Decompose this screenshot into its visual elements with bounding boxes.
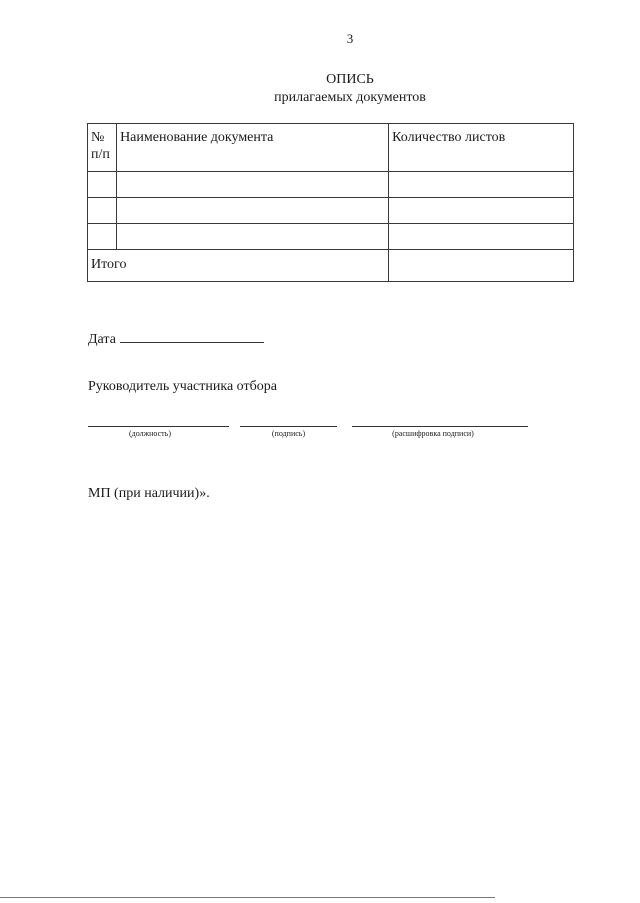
date-line [88,329,264,348]
header-number [88,124,117,172]
document-title: ОПИСЬ [326,72,374,87]
signature-caption: (подпись) [271,429,306,438]
table-row [88,198,574,224]
stamp-note: МП (при наличии)». [88,486,210,501]
page-number: 3 [346,31,354,46]
row-number-cell [88,224,117,250]
date-label: Дата [88,332,116,347]
total-value [389,250,574,282]
header-document-name: Наименование документа [117,124,389,172]
row-name-cell [117,172,389,198]
table-row [88,224,574,250]
header-number-line2: п/п [91,147,110,162]
signatory-label: Руководитель участника отбора [88,379,277,394]
row-count-cell [389,198,574,224]
date-underline [120,329,264,343]
table-header-row [88,124,574,172]
signature-line [240,426,337,427]
header-number-line1: № [91,130,105,145]
position-signature-line [88,426,229,427]
total-label: Итого [88,250,389,282]
row-name-cell [117,224,389,250]
decoding-signature-line [352,426,528,427]
table-total-row [88,250,574,282]
table-row [88,172,574,198]
bottom-rule [0,897,495,898]
row-count-cell [389,224,574,250]
row-name-cell [117,198,389,224]
decoding-caption: (расшифровка подписи) [392,429,474,438]
documents-inventory-table [87,123,574,282]
document-subtitle: прилагаемых документов [274,90,426,105]
row-count-cell [389,172,574,198]
row-number-cell [88,172,117,198]
row-number-cell [88,198,117,224]
header-sheet-count: Количество листов [389,124,574,172]
position-caption: (должность) [129,429,171,438]
